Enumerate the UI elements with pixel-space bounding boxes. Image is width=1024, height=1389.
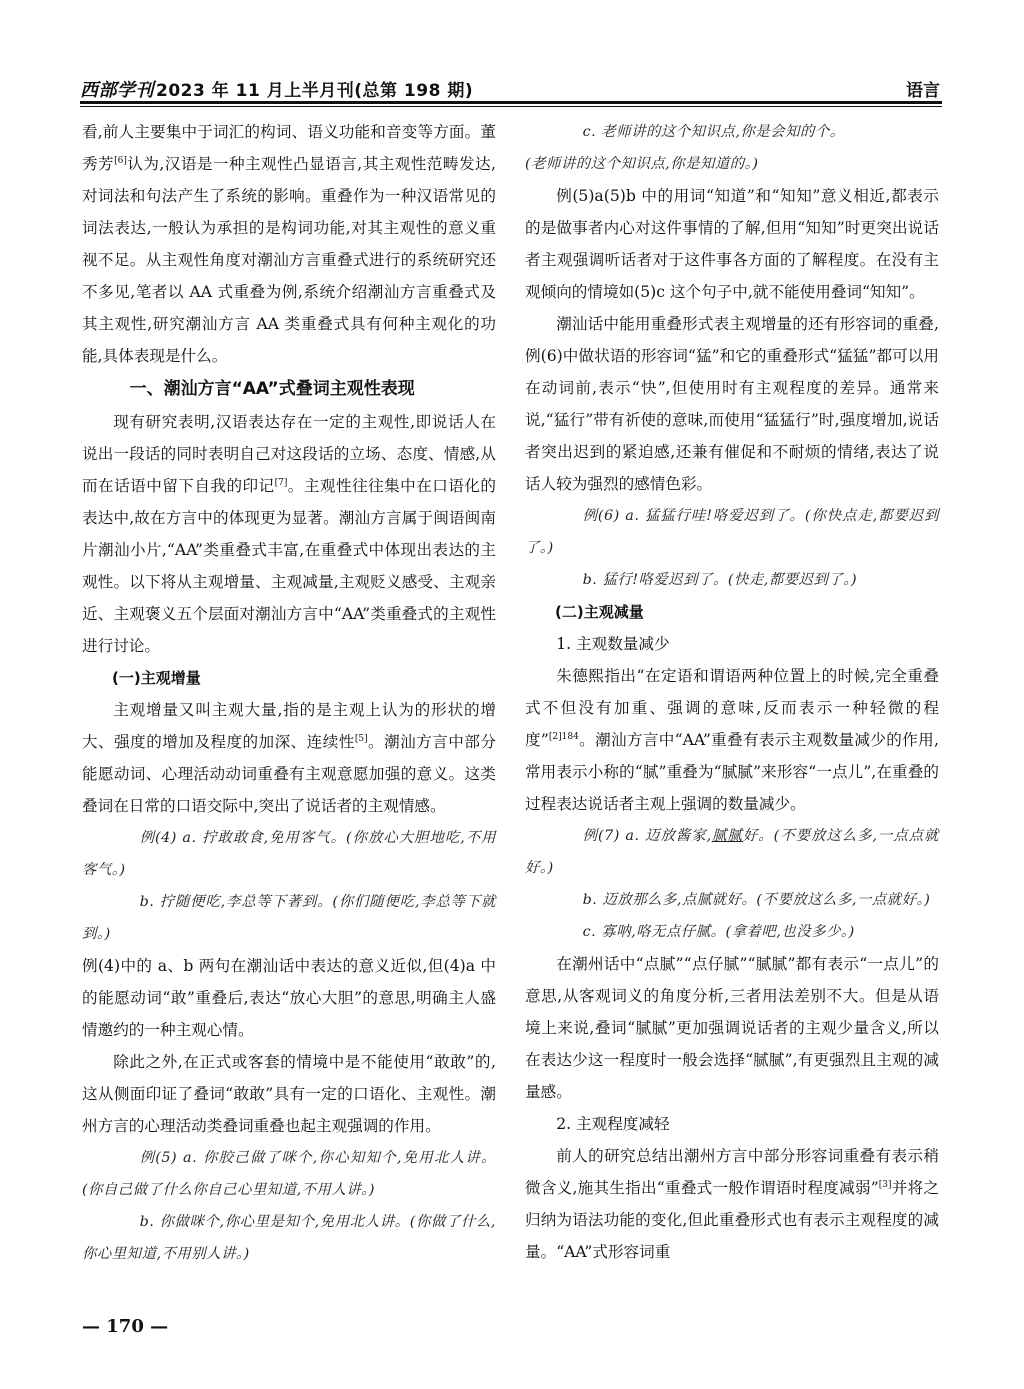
right-column <box>525 116 939 1268</box>
example: b. 你做咪个,你心里是知个,免用北人讲。(你做了什么,你心里知道,不用别人讲。) <box>82 1214 496 1262</box>
citation: [5] <box>354 733 368 744</box>
header-rule-thick <box>80 101 942 104</box>
paragraph: 在潮州话中“点腻”“点仔腻”“腻腻”都有表示“一点儿”的意思,从客观词义的角度分析,三者用法差别不大。但是从语境上来说,叠词“腻腻”更加强调说话者的主观少量含义,所以在表达少这一程度时一般会选择“腻腻”,有更强烈且主观的减量感。 <box>525 955 939 1101</box>
subsection-heading: (二)主观减量 <box>555 603 644 621</box>
paragraph: 看,前人主要集中于词汇的构词、语义功能和音变等方面。董秀芳[6]认为,汉语是一种主观性凸显语言,其主观性范畴发达,对词法和句法产生了系统的影响。重叠作为一种汉语常见的词法表达,一般认为承担的是构词功能,对其主观性的意义重视不足。从主观性角度对潮汕方言重叠式进行的系统研究还不多见,笔者以 AA 式重叠为例,系统介绍潮汕方言重叠式及其主观性,研究潮汕方言 AA 类重叠式具有何种主观化的功能,具体表现是什么。 <box>82 123 496 365</box>
paragraph: 潮汕话中能用重叠形式表主观增量的还有形容词的重叠,例(6)中做状语的形容词“猛”和它的重叠形式“猛猛”都可以用在动词前,表示“快”,但使用时有主观程度的差异。通常来说,“猛行”带有祈使的意味,而使用“猛猛行”时,强度增加,说话者突出迟到的紧迫感,还兼有催促和不耐烦的情绪,表达了说话人较为强烈的感情色彩。 <box>525 315 939 493</box>
example: b. 猛行!咯爱迟到了。(快走,都要迟到了。) <box>582 572 858 588</box>
paragraph: 朱德熙指出“在定语和谓语两种位置上的时候,完全重叠式不但没有加重、强调的意味,反而表示一种轻微的程度”$^{[2]184}$。潮汕方言中“AA”重叠有表示主观数量减少的作用,常用表示小称的“腻”重叠为“腻腻”来形容“一点儿”,在重叠的过程表达说话者主观上强调的数量减少。 <box>525 667 939 813</box>
example: b. 拧随便吃,李总等下著到。(你们随便吃,李总等下就到。) <box>82 894 496 942</box>
paragraph: 除此之外,在正式或客套的情境中是不能使用“敢敢”的,这从侧面印证了叠词“敢敢”具有一定的口语化、主观性。潮州方言的心理活动类叠词重叠也起主观强调的作用。 <box>82 1053 496 1135</box>
subsubsection-heading: 1. 主观数量减少 <box>556 635 670 653</box>
underlined-word: 腻腻 <box>711 828 743 844</box>
citation: [7] <box>274 477 288 488</box>
page-number: — 170 — <box>82 1316 169 1337</box>
journal-logo: 西部学刊 <box>80 80 154 101</box>
subsection-heading: (一)主观增量 <box>112 669 201 687</box>
paragraph: 例(4)中的 a、b 两句在潮汕话中表达的意义近似,但(4)a 中的能愿动词“敢”重叠后,表达“放心大胆”的意思,明确主人盛情邀约的一种主观心情。 <box>82 957 496 1039</box>
example: 例(5) a. 你胶己做了咪个,你心知知个,免用北人讲。(你自己做了什么你自己心里知道,不用人讲。) <box>82 1150 496 1198</box>
citation: [3] <box>878 1179 892 1190</box>
journal-title <box>80 76 473 102</box>
example: 例(6) a. 猛猛行哇!咯爱迟到了。(你快点走,都要迟到了。) <box>525 508 939 556</box>
running-header <box>80 70 940 102</box>
subsubsection-heading: 2. 主观程度减轻 <box>556 1115 670 1133</box>
paragraph: 现有研究表明,汉语表达存在一定的主观性,即说话人在说出一段话的同时表明自己对这段话的立场、态度、情感,从而在话语中留下自我的印记[7]。主观性往往集中在口语化的表达中,故在方言中的体现更为显著。潮汕方言属于闽语闽南片潮汕小片,“AA”类重叠式丰富,在重叠式中体现出表达的主观性。以下将从主观增量、主观减量,主观贬义感受、主观亲近、主观褒义五个层面对潮汕方言中“AA”类重叠式的主观性进行讨论。 <box>82 413 496 655</box>
left-column <box>82 116 496 1270</box>
example: 例(7) a. 迈放酱家,腻腻好。(不要放这么多,一点点就好。) <box>525 828 939 876</box>
citation: [2]184 <box>548 731 579 742</box>
paragraph: 主观增量又叫主观大量,指的是主观上认为的形状的增大、强度的增加及程度的加深、连续性[5]。潮汕方言中部分能愿动词、心理活动动词重叠有主观意愿加强的意义。这类叠词在日常的口语交际中,突出了说话者的主观情感。 <box>82 701 496 815</box>
issue-info: 2023 年 11 月上半月刊(总第 198 期) <box>156 81 474 101</box>
example: c. 寡呐,咯无点仔腻。(拿着吧,也没多少。) <box>582 924 855 940</box>
paragraph: 例(5)a(5)b 中的用词“知道”和“知知”意义相近,都表示的是做事者内心对这件事情的了解,但用“知知”时更突出说话者主观强调听话者对于这件事各方面的了解程度。在没有主观倾向的情境如(5)c 这个句子中,就不能使用叠词“知知”。 <box>525 187 939 301</box>
citation: [6] <box>114 155 127 166</box>
example: c. 老师讲的这个知识点,你是会知的个。 <box>582 124 845 140</box>
example-translation: (老师讲的这个知识点,你是知道的。) <box>525 156 759 172</box>
header-rule-thin <box>80 106 942 107</box>
section-name: 语言 <box>906 81 940 101</box>
example: b. 迈放那么多,点腻就好。(不要放这么多,一点就好。) <box>582 892 931 908</box>
section-heading: 一、潮汕方言“AA”式叠词主观性表现 <box>129 379 415 399</box>
example: 例(4) a. 拧敢敢食,免用客气。(你放心大胆地吃,不用客气。) <box>82 830 496 878</box>
paragraph: 前人的研究总结出潮州方言中部分形容词重叠有表示稍微含义,施其生指出“重叠式一般作谓语时程度减弱”[3]并将之归纳为语法功能的变化,但此重叠形式也有表示主观程度的减量。“AA”式形容词重 <box>525 1147 939 1261</box>
